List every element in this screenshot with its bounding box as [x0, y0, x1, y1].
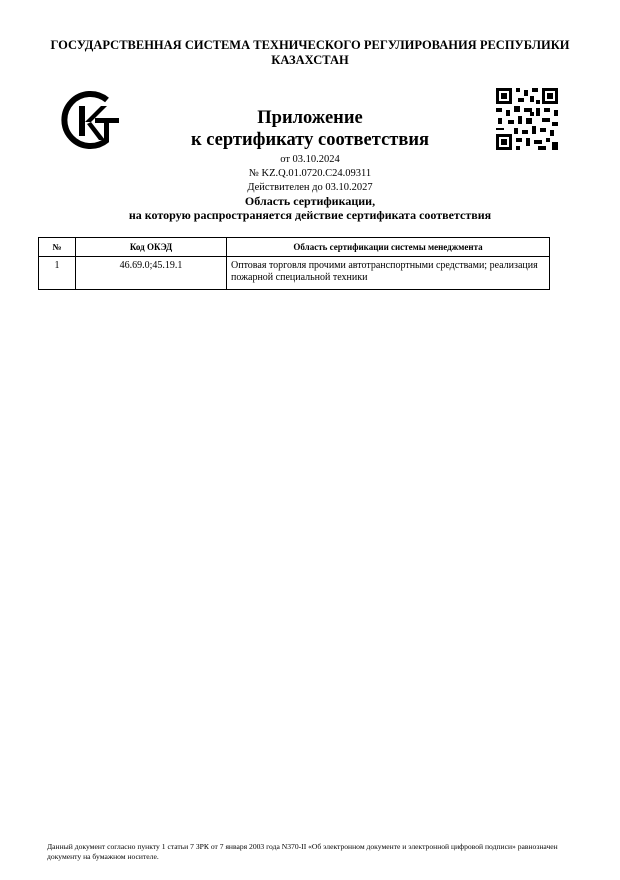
certificate-number: № KZ.Q.01.0720.C24.09311	[248, 168, 372, 179]
column-header-okved: Код ОКЭД	[76, 238, 227, 257]
certificate-date: от 03.10.2024	[280, 154, 340, 165]
header-line-2: КАЗАХСТАН	[271, 53, 349, 67]
certificate-meta	[150, 153, 470, 195]
row-scope-cell: Оптовая торговля прочими автотранспортными средствами; реализация пожарной специальной техники	[227, 257, 550, 290]
certification-table	[38, 237, 550, 290]
qr-code	[494, 86, 560, 152]
column-header-number: №	[39, 238, 76, 257]
kz-certification-logo	[57, 88, 121, 152]
title-line-1: Приложение	[257, 108, 363, 128]
title-block	[150, 107, 470, 151]
legal-footer-note: Данный документ согласно пункту 1 статьи 7 ЗРК от 7 января 2003 года N370-II «Об электронном документе и электронной цифровой подписи» равнозначен документу на бумажном носителе.	[47, 842, 558, 861]
scope-line-1: Область сертификации,	[244, 194, 376, 208]
row-number-cell: 1	[39, 257, 76, 290]
header-line-1: ГОСУДАРСТВЕННАЯ СИСТЕМА ТЕХНИЧЕСКОГО РЕГУЛИРОВАНИЯ РЕСПУБЛИКИ	[50, 38, 570, 52]
scope-heading	[60, 194, 560, 222]
title-line-2: к сертификату соответствия	[190, 130, 430, 150]
table-header-row	[39, 238, 550, 257]
column-header-scope: Область сертификации системы менеджмента	[227, 238, 550, 257]
certificate-valid-until: Действителен до 03.10.2027	[247, 182, 373, 193]
scope-line-2: на которую распространяется действие сертификата соответствия	[128, 208, 492, 222]
row-code-cell: 46.69.0;45.19.1	[76, 257, 227, 290]
document-header	[40, 38, 580, 68]
table-row	[39, 257, 550, 290]
